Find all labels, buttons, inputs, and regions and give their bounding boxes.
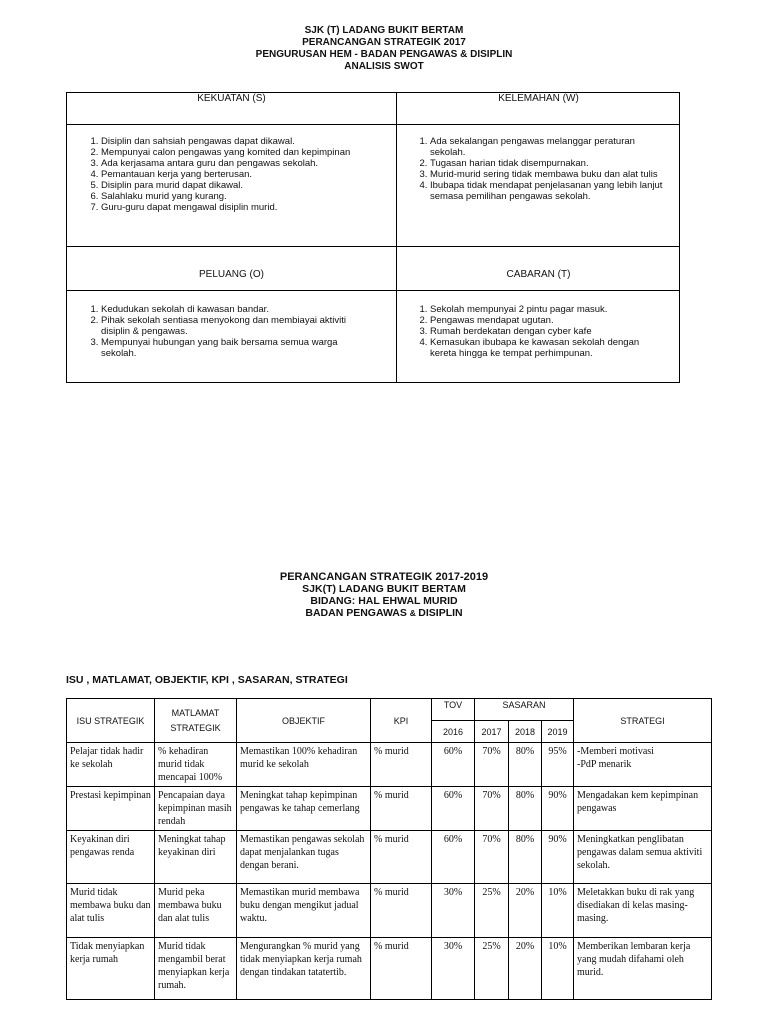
cell-objektif: Meningkat tahap kepimpinan pengawas ke tahap cemerlang — [237, 787, 371, 831]
cell-kpi: % murid — [371, 743, 432, 787]
cell-strategi: -Memberi motivasi -PdP menarik — [574, 743, 712, 787]
threats-list — [396, 304, 681, 359]
school-name-2: SJK(T) LADANG BUKIT BERTAM — [302, 583, 466, 595]
cell-objektif: Memastikan pengawas sekolah dapat menjalankan tugas dengan berani. — [237, 831, 371, 884]
cell-2017: 70% — [475, 831, 509, 884]
list-item: 2. Pengawas mendapat ugutan. — [430, 315, 659, 326]
cell-matlamat: % kehadiran murid tidak mencapai 100% — [155, 743, 237, 787]
header-objektif: OBJEKTIF — [237, 699, 371, 743]
swot-table — [66, 92, 680, 383]
list-item: 5. Disiplin para murid dapat dikawal. — [101, 180, 396, 191]
cell-isu: Murid tidak membawa buku dan alat tulis — [67, 884, 155, 938]
cell-tov: 30% — [432, 884, 475, 938]
school-name: SJK (T) LADANG BUKIT BERTAM — [304, 25, 464, 36]
header-sasaran: SASARAN — [475, 699, 574, 721]
cell-2019: 10% — [542, 938, 574, 1000]
cell-2017: 70% — [475, 787, 509, 831]
swot-divider — [67, 124, 679, 125]
list-item: 7. Guru-guru dapat mengawal disiplin murid. — [101, 202, 396, 213]
header-matlamat: MATLAMAT STRATEGIK — [155, 699, 237, 743]
threats-heading: CABARAN (T) — [506, 269, 571, 280]
header-2019: 2019 — [542, 721, 574, 743]
cell-2017: 25% — [475, 938, 509, 1000]
cell-kpi: % murid — [371, 787, 432, 831]
section-title: ISU , MATLAMAT, OBJEKTIF, KPI , SASARAN, STRATEGI — [66, 674, 348, 686]
weaknesses-list — [396, 136, 681, 202]
table-row — [67, 787, 712, 831]
cell-2018: 20% — [509, 884, 542, 938]
cell-strategi: Mengadakan kem kepimpinan pengawas — [574, 787, 712, 831]
cell-2017: 70% — [475, 743, 509, 787]
table-row — [67, 884, 712, 938]
plan-title: PERANCANGAN STRATEGIK 2017 — [302, 37, 466, 48]
swot-divider — [67, 290, 679, 291]
header-kpi: KPI — [371, 699, 432, 743]
header-2018: 2018 — [509, 721, 542, 743]
cell-kpi: % murid — [371, 884, 432, 938]
management-title: PENGURUSAN HEM - BADAN PENGAWAS & DISIPLIN — [255, 49, 513, 60]
weaknesses-heading: KELEMAHAN (W) — [498, 93, 579, 104]
cell-isu: Prestasi kepimpinan — [67, 787, 155, 831]
cell-objektif: Mengurangkan % murid yang tidak menyiapkan kerja rumah dengan tindakan tatatertib. — [237, 938, 371, 1000]
list-item: 2. Pihak sekolah sentiasa menyokong dan membiayai aktiviti disiplin & pengawas. — [101, 315, 368, 337]
cell-tov: 60% — [432, 787, 475, 831]
list-item: 1. Kedudukan sekolah di kawasan bandar. — [101, 304, 368, 315]
list-item: 2. Mempunyai calon pengawas yang komited dan kepimpinan — [101, 147, 396, 158]
list-item: 3. Murid-murid sering tidak membawa buku dan alat tulis — [430, 169, 667, 180]
list-item: 4. Kemasukan ibubapa ke kawasan sekolah dengan kereta hingga ke tempat perhimpunan. — [430, 337, 659, 359]
cell-2018: 80% — [509, 787, 542, 831]
list-item: 3. Mempunyai hubungan yang baik bersama semua warga sekolah. — [101, 337, 368, 359]
list-item: 2. Tugasan harian tidak disempurnakan. — [430, 158, 667, 169]
cell-2018: 80% — [509, 831, 542, 884]
cell-2019: 10% — [542, 884, 574, 938]
cell-2018: 20% — [509, 938, 542, 1000]
cell-kpi: % murid — [371, 938, 432, 1000]
list-item: 1. Ada sekalangan pengawas melanggar peraturan sekolah. — [430, 136, 667, 158]
header-tov: TOV — [432, 699, 475, 721]
header-2017: 2017 — [475, 721, 509, 743]
field-title: BIDANG: HAL EHWAL MURID — [310, 595, 458, 607]
strategic-plan-header — [0, 571, 768, 619]
strengths-heading: KEKUATAN (S) — [197, 93, 266, 104]
cell-2019: 95% — [542, 743, 574, 787]
cell-matlamat: Pencapaian daya kepimpinan masih rendah — [155, 787, 237, 831]
cell-strategi: Memberikan lembaran kerja yang mudah difahami oleh murid. — [574, 938, 712, 1000]
table-row — [67, 743, 712, 787]
cell-isu: Tidak menyiapkan kerja rumah — [67, 938, 155, 1000]
cell-2019: 90% — [542, 787, 574, 831]
opportunities-list — [67, 304, 396, 359]
cell-strategi: Meningkatkan penglibatan pengawas dalam semua aktiviti sekolah. — [574, 831, 712, 884]
list-item: 6. Salahlaku murid yang kurang. — [101, 191, 396, 202]
header-strategi: STRATEGI — [574, 699, 712, 743]
table-row — [67, 938, 712, 1000]
cell-objektif: Memastikan murid membawa buku dengan mengikut jadual waktu. — [237, 884, 371, 938]
swot-divider — [67, 246, 679, 247]
cell-kpi: % murid — [371, 831, 432, 884]
cell-2017: 25% — [475, 884, 509, 938]
cell-matlamat: Murid tidak mengambil berat menyiapkan kerja rumah. — [155, 938, 237, 1000]
cell-tov: 60% — [432, 831, 475, 884]
cell-objektif: Memastikan 100% kehadiran murid ke sekolah — [237, 743, 371, 787]
opportunities-heading: PELUANG (O) — [198, 269, 264, 280]
cell-isu: Pelajar tidak hadir ke sekolah — [67, 743, 155, 787]
header-isu: ISU STRATEGIK — [67, 699, 155, 743]
strengths-list — [67, 136, 396, 213]
swot-title: ANALISIS SWOT — [344, 61, 424, 72]
cell-2018: 80% — [509, 743, 542, 787]
document-header — [0, 25, 768, 73]
cell-tov: 60% — [432, 743, 475, 787]
cell-strategi: Meletakkan buku di rak yang disediakan di kelas masing-masing. — [574, 884, 712, 938]
header-tov-year: 2016 — [432, 721, 475, 743]
strategy-table — [66, 698, 712, 1000]
cell-tov: 30% — [432, 938, 475, 1000]
body-title: BADAN PENGAWAS & DISIPLIN — [305, 607, 463, 619]
cell-matlamat: Meningkat tahap keyakinan diri — [155, 831, 237, 884]
table-row — [67, 831, 712, 884]
cell-matlamat: Murid peka membawa buku dan alat tulis — [155, 884, 237, 938]
list-item: 4. Ibubapa tidak mendapat penjelasanan yang lebih lanjut semasa pemilihan pengawas sekolah. — [430, 180, 667, 202]
list-item: 1. Sekolah mempunyai 2 pintu pagar masuk. — [430, 304, 659, 315]
strategic-plan-title: PERANCANGAN STRATEGIK 2017-2019 — [279, 571, 489, 583]
list-item: 4. Pemantauan kerja yang berterusan. — [101, 169, 396, 180]
list-item: 3. Rumah berdekatan dengan cyber kafe — [430, 326, 659, 337]
cell-isu: Keyakinan diri pengawas renda — [67, 831, 155, 884]
cell-2019: 90% — [542, 831, 574, 884]
list-item: 3. Ada kerjasama antara guru dan pengawas sekolah. — [101, 158, 396, 169]
list-item: 1. Disiplin dan sahsiah pengawas dapat dikawal. — [101, 136, 396, 147]
